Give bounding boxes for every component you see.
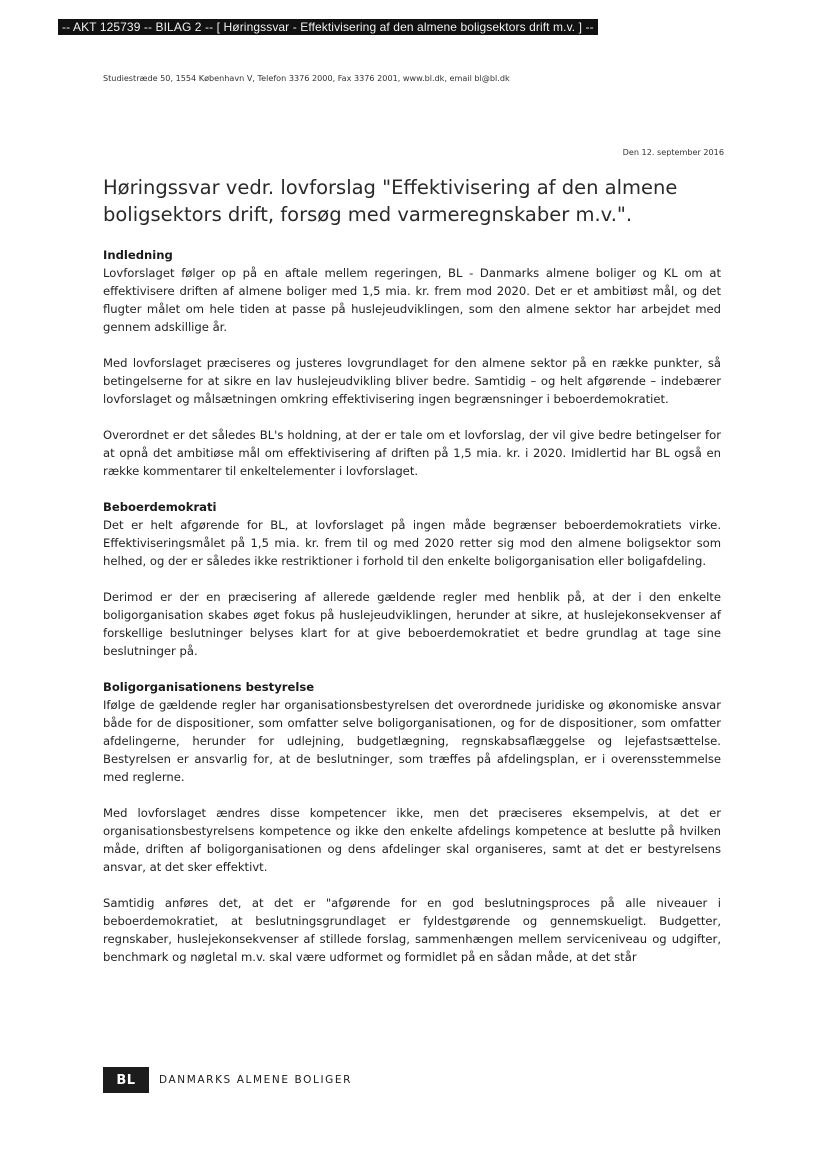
paragraph: Derimod er der en præcisering af allerede gældende regler med henblik på, at der i den enkelte boligorganisation skabes øget fokus på huslejeudviklingen, herunder at sikre, at huslejekonsekvenser af forskellige beslutninger belyses klart for at give beboerdemokratiet et bedre grundlag at tage sine beslutninger på. <box>103 590 721 658</box>
document-body <box>103 246 721 984</box>
paragraph: Ifølge de gældende regler har organisationsbestyrelsen det overordnede juridiske og økonomiske ansvar både for de dispositioner, som omfatter selve boligorganisationen, og for de dispositioner, som omfatter afdelingerne, herunder for udlejning, budgetlægning, regnskabsaflæggelse og lejefastsættelse. Bestyrelsen er ansvarlig for, at de beslutninger, som træffes på afdelingsplan, er i overensstemmelse med reglerne. <box>103 698 721 784</box>
paragraph: Med lovforslaget ændres disse kompetencer ikke, men det præciseres eksempelvis, at det er organisationsbestyrelsens kompetence og ikke den enkelte afdelings kompetence at beslutte på hvilken måde, driften af boligorganisationen og dens afdelinger skal organiseres, samt at det er bestyrelsens ansvar, at det sker effektivt. <box>103 806 721 874</box>
paragraph: Det er helt afgørende for BL, at lovforslaget på ingen måde begrænser beboerdemokratiets virke. Effektiviseringsmålet på 1,5 mia. kr. frem til og med 2020 retter sig mod den almene boligsektor som helhed, og der er således ikke restriktioner i forhold til den enkelte boligorganisation eller boligafdeling. <box>103 518 721 568</box>
paragraph: Samtidig anføres det, at det er "afgørende for en god beslutningsproces på alle niveauer i beboerdemokratiet, at beslutningsgrundlaget er fyldestgørende og gennemskueligt. Budgetter, regnskaber, huslejekonsekvenser af stillede forslag, sammenhængen mellem serviceniveau og udgifter, benchmark og nøgletal m.v. skal være udformet og formidlet på en sådan måde, at det står <box>103 896 721 964</box>
bl-logo: BL <box>103 1067 149 1093</box>
section-heading: Boligorganisationens bestyrelse <box>103 680 315 694</box>
paragraph: Overordnet er det således BL's holdning, at der er tale om et lovforslag, der vil give bedre betingelser for at opnå det ambitiøse mål om effektivisering af driften på 1,5 mia. kr. i 2020. Imidlertid har BL også en række kommentarer til enkeltelementer i lovforslaget. <box>103 428 721 478</box>
document-title: Høringssvar vedr. lovforslag "Effektivisering af den almene boligsektors drift, forsøg med varmeregnskaber m.v.". <box>103 176 678 226</box>
letterhead-address: Studiestræde 50, 1554 København V, Telefon 3376 2000, Fax 3376 2001, www.bl.dk, email bl@bl.dk <box>103 73 510 83</box>
organization-name: DANMARKS ALMENE BOLIGER <box>159 1074 353 1086</box>
document-date: Den 12. september 2016 <box>622 147 724 157</box>
section-bestyrelse <box>103 678 721 966</box>
section-heading: Indledning <box>103 248 173 262</box>
section-beboerdemokrati <box>103 498 721 660</box>
section-heading: Beboerdemokrati <box>103 500 217 514</box>
paragraph: Lovforslaget følger op på en aftale mellem regeringen, BL - Danmarks almene boliger og KL om at effektivisere driften af almene boliger med 1,5 mia. kr. frem mod 2020. Det er et ambitiøst mål, og det flugter målet om hele tiden at passe på huslejeudviklingen, som den almene sektor har arbejdet med gennem adskillige år. <box>103 266 721 334</box>
footer-brand <box>103 1067 352 1093</box>
section-indledning <box>103 246 721 480</box>
paragraph: Med lovforslaget præciseres og justeres lovgrundlaget for den almene sektor på en række punkter, så betingelserne for at sikre en lav huslejeudvikling bliver bedre. Samtidig – og helt afgørende – indebærer lovforslaget og målsætningen omkring effektivisering ingen begrænsninger i beboerdemokratiet. <box>103 356 721 406</box>
document-stamp: -- AKT 125739 -- BILAG 2 -- [ Høringssvar - Effektivisering af den almene boligsektors drift m.v. ] -- <box>58 19 598 35</box>
